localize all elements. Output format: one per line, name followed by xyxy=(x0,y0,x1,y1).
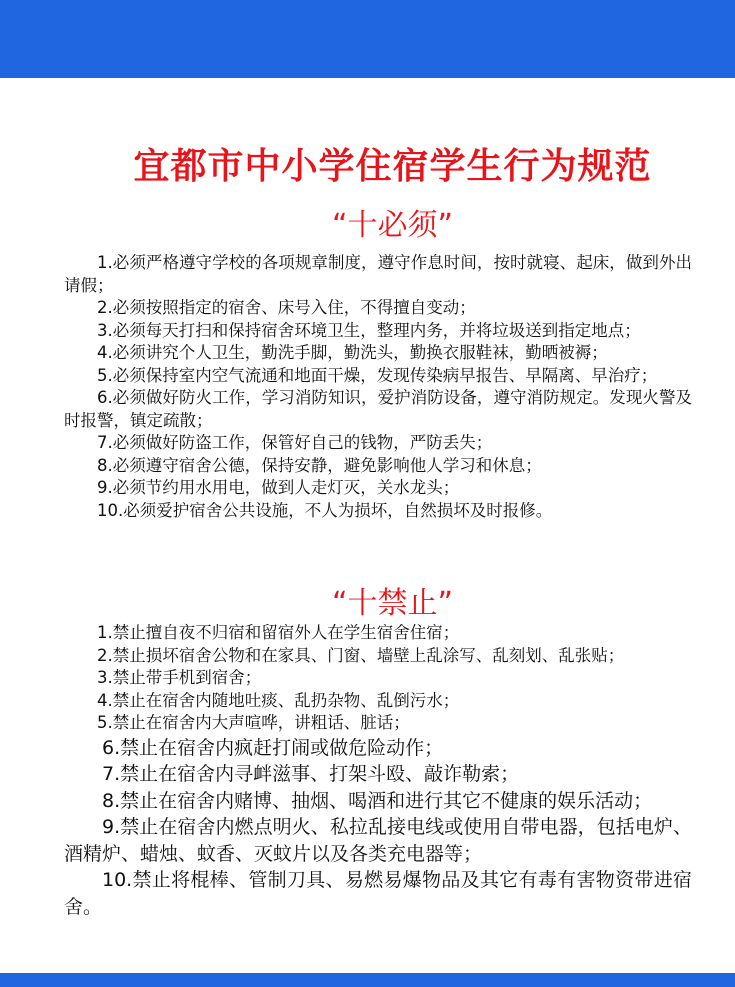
must-rule-6: 6.必须做好防火工作，学习消防知识，爱护消防设备，遵守消防规定。发现火警及时报警，镇定疏散； xyxy=(64,388,692,430)
must-rule-10: 10.必须爱护宿舍公共设施，不人为损坏，自然损坏及时报修。 xyxy=(97,500,553,520)
ban-rule-10: 10.禁止将棍棒、管制刀具、易燃易爆物品及其它有毒有害物资带进宿舍。 xyxy=(64,869,692,918)
ban-rule-4: 4.禁止在宿舍内随地吐痰、乱扔杂物、乱倒污水； xyxy=(97,690,460,710)
ban-rule-7: 7.禁止在宿舍内寻衅滋事、打架斗殴、敲诈勒索； xyxy=(102,763,520,785)
bottom-banner-bar xyxy=(0,973,735,987)
must-rule-7: 7.必须做好防盗工作，保管好自己的钱物，严防丢失； xyxy=(97,433,493,452)
must-rule-1: 1.必须严格遵守学校的各项规章制度，遵守作息时间，按时就寝、起床，做到外出请假； xyxy=(64,253,692,295)
must-rule-2: 2.必须按照指定的宿舍、床号入住，不得擅自变动； xyxy=(97,298,476,317)
must-rule-8: 8.必须遵守宿舍公德，保持安静，避免影响他人学习和休息； xyxy=(97,455,542,475)
must-rules-list xyxy=(64,252,692,522)
must-section-heading: “十必须” xyxy=(331,208,454,243)
ban-rule-1: 1.禁止擅自夜不归宿和留宿外人在学生宿舍住宿； xyxy=(97,623,460,642)
ban-rule-9: 9.禁止在宿舍内燃点明火、私拉乱接电线或使用自带电器，包括电炉、酒精炉、蜡烛、蚊香、灭蚊片以及各类充电器等； xyxy=(64,816,692,865)
ban-rule-8: 8.禁止在宿舍内赌博、抽烟、喝酒和进行其它不健康的娱乐活动； xyxy=(102,789,653,812)
must-rule-5: 5.必须保持室内空气流通和地面干燥，发现传染病早报告、早隔离、早治疗； xyxy=(97,365,658,385)
page-title: 宜都市中小学住宿学生行为规范 xyxy=(133,146,652,187)
ban-rule-3: 3.禁止带手机到宿舍； xyxy=(97,668,262,687)
must-rule-3: 3.必须每天打扫和保持宿舍环境卫生，整理内务，并将垃圾送到指定地点； xyxy=(97,320,641,340)
ban-rule-5: 5.禁止在宿舍内大声喧哗，讲粗话、脏话； xyxy=(97,713,410,732)
ban-rule-2: 2.禁止损坏宿舍公物和在家具、门窗、墙壁上乱涂写、乱刻划、乱张贴； xyxy=(97,645,625,665)
ban-rules-list xyxy=(64,622,692,920)
must-rule-4: 4.必须讲究个人卫生，勤洗手脚，勤洗头，勤换衣服鞋袜，勤晒被褥； xyxy=(97,343,608,362)
ban-rule-6: 6.禁止在宿舍内疯赶打闹或做危险动作； xyxy=(102,736,444,759)
top-banner-bar xyxy=(0,0,735,78)
must-rule-9: 9.必须节约用水用电，做到人走灯灭，关水龙头； xyxy=(97,478,460,497)
ban-section-heading: “十禁止” xyxy=(331,586,454,621)
